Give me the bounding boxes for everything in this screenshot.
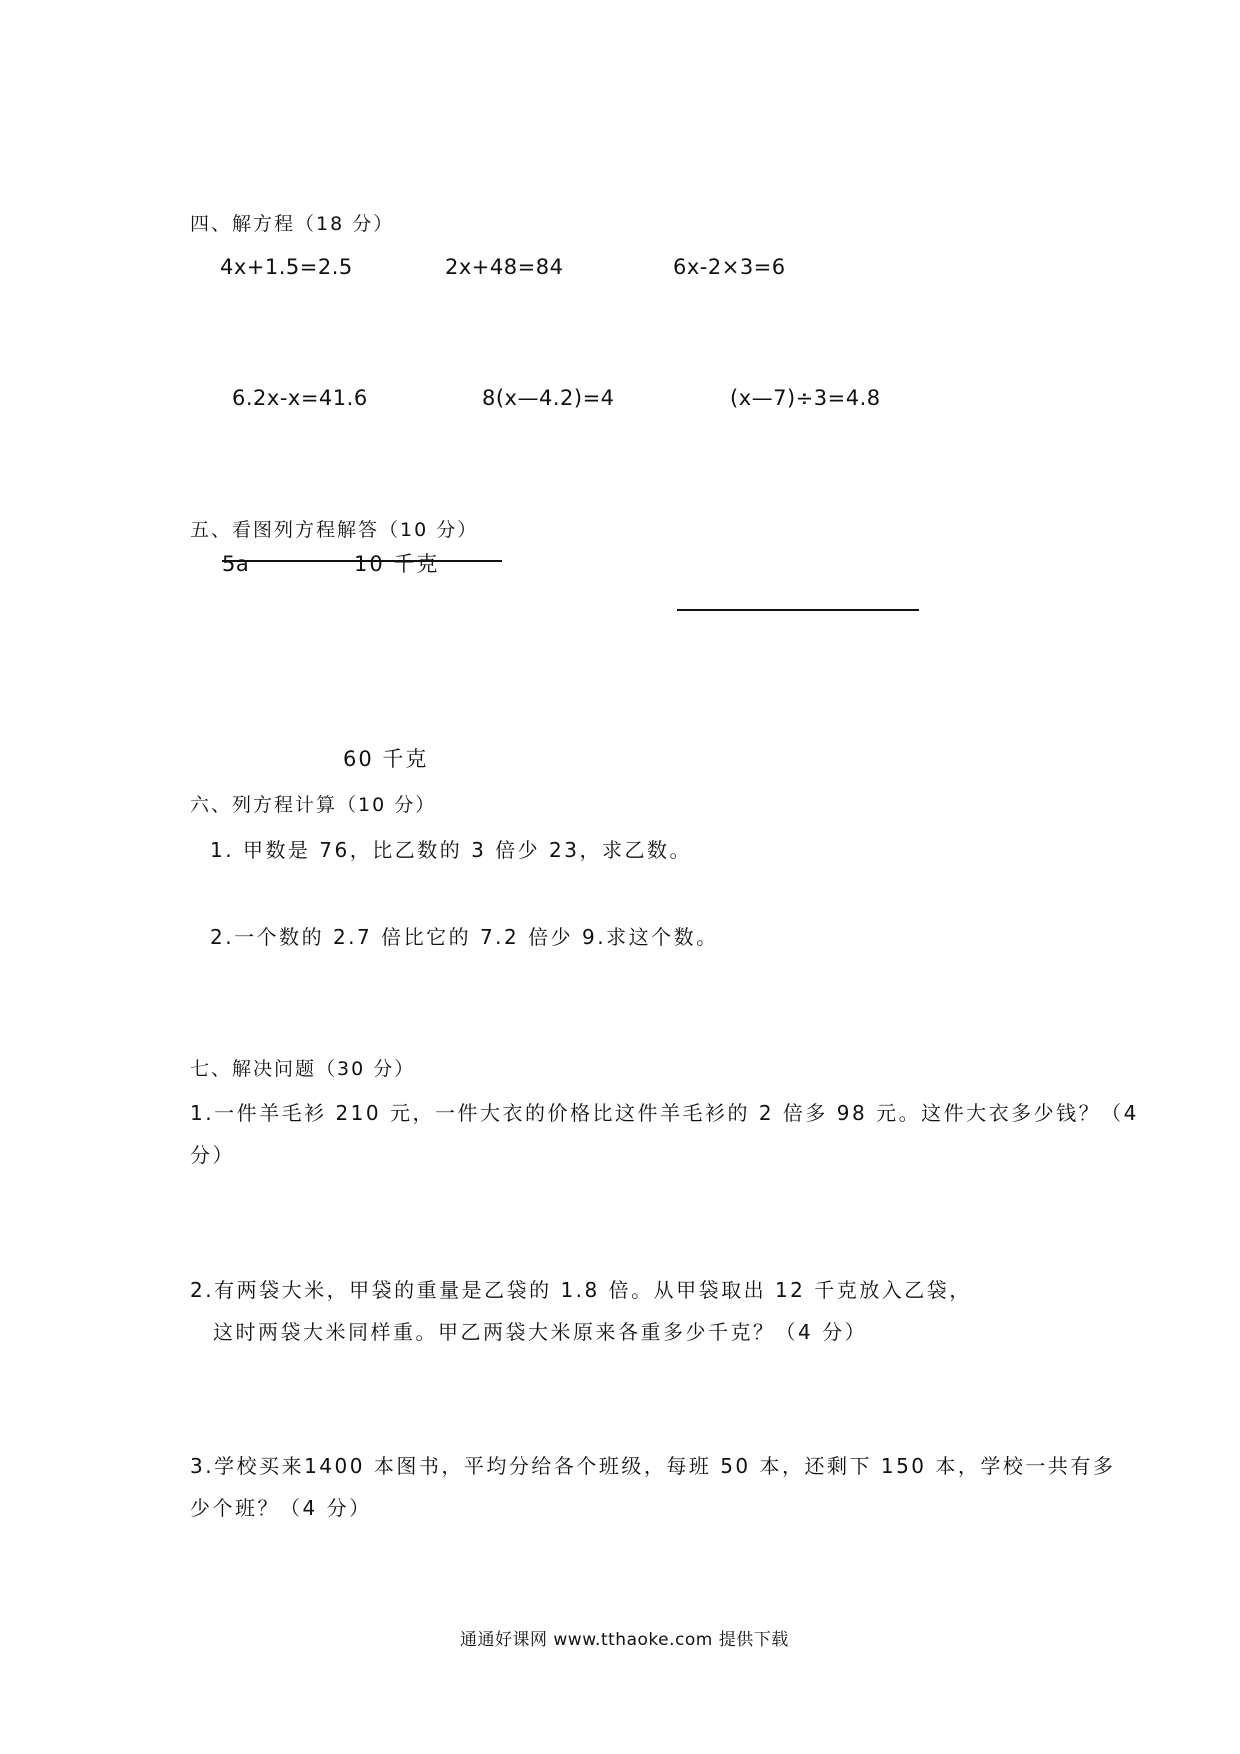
- problem-6-2: 2.一个数的 2.7 倍比它的 7.2 倍少 9.求这个数。: [210, 925, 719, 949]
- problem-7-1-line-1: 1.一件羊毛衫 210 元，一件大衣的价格比这件羊毛衫的 2 倍多 98 元。这件大衣多少钱？（4: [190, 1101, 1139, 1125]
- section-7-heading: 七、解决问题（30 分）: [190, 1058, 416, 1080]
- diagram-line-right: [677, 609, 919, 611]
- equation-6: (x—7)÷3=4.8: [730, 386, 881, 410]
- problem-7-2-line-2: 这时两袋大米同样重。甲乙两袋大米原来各重多少千克？（4 分）: [213, 1320, 868, 1344]
- diagram-line-top: [222, 560, 502, 562]
- equation-4: 6.2x-x=41.6: [232, 386, 368, 410]
- diagram-label-left: 5a: [222, 552, 250, 576]
- diagram-label-right: 10 千克: [354, 552, 440, 576]
- section-5-heading: 五、看图列方程解答（10 分）: [190, 519, 479, 541]
- problem-7-3-line-2: 少个班？（4 分）: [190, 1496, 372, 1520]
- page-footer: 通通好课网 www.tthaoke.com 提供下载: [460, 1630, 789, 1650]
- problem-6-1: 1. 甲数是 76，比乙数的 3 倍少 23，求乙数。: [210, 838, 692, 862]
- equation-1: 4x+1.5=2.5: [220, 255, 353, 279]
- problem-7-3-line-1: 3.学校买来1400 本图书，平均分给各个班级，每班 50 本，还剩下 150 本，学校一共有多: [190, 1454, 1116, 1478]
- problem-7-2-line-1: 2.有两袋大米，甲袋的重量是乙袋的 1.8 倍。从甲袋取出 12 千克放入乙袋，: [190, 1278, 972, 1302]
- equation-5: 8(x—4.2)=4: [482, 386, 615, 410]
- section-6-heading: 六、列方程计算（10 分）: [190, 794, 437, 816]
- equation-3: 6x-2×3=6: [673, 255, 786, 279]
- problem-7-1-line-2: 分）: [190, 1143, 235, 1167]
- equation-2: 2x+48=84: [445, 255, 564, 279]
- section-4-heading: 四、解方程（18 分）: [190, 213, 395, 235]
- diagram-label-bottom: 60 千克: [343, 747, 429, 771]
